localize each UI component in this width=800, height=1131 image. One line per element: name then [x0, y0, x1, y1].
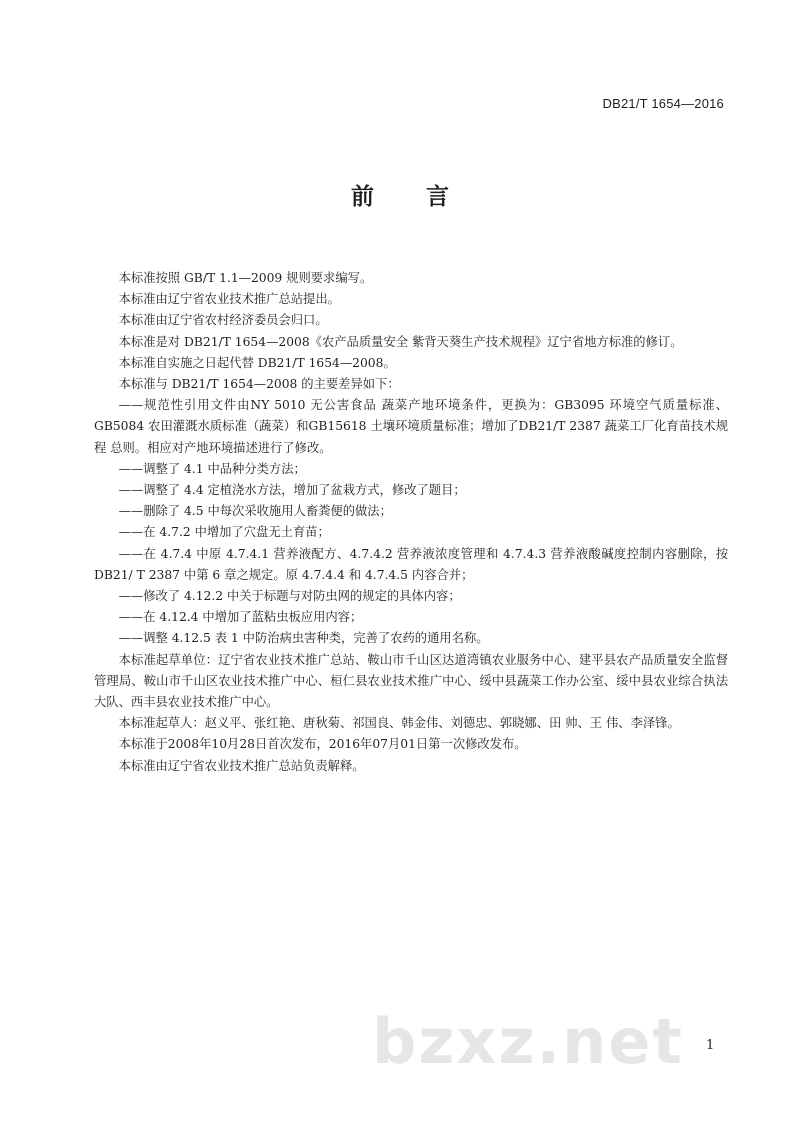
list-item: ——在 4.7.2 中增加了穴盘无土育苗；	[118, 525, 330, 540]
list-item: ——在 4.7.4 中原 4.7.4.1 营养液配方、4.7.4.2 营养液浓度管理和 4.7.4.3 营养液酸碱度控制内容删除，按 DB21/ T 2387 中第 6 章之规定。原 4.7.4.4 和 4.7.4.5 内容合并；	[94, 546, 728, 582]
document-code: DB21/T 1654—2016	[602, 96, 724, 111]
paragraph: 本标准由辽宁省农业技术推广总站提出。	[118, 292, 340, 307]
list-item: ——删除了 4.5 中每次采收施用人畜粪便的做法；	[118, 504, 392, 519]
paragraph: 本标准自实施之日起代替 DB21/T 1654—2008。	[118, 355, 396, 370]
paragraph: 本标准起草单位：辽宁省农业技术推广总站、鞍山市千山区达道湾镇农业服务中心、建平县农产品质量安全监督管理局、鞍山市千山区农业技术推广中心、桓仁县农业技术推广中心、绥中县蔬菜工作办公室、绥中县农业综合执法大队、西丰县农业技术推广中心。	[94, 652, 728, 710]
list-item: ——调整了 4.1 中品种分类方法；	[118, 461, 306, 476]
paragraph: 本标准按照 GB/T 1.1—2009 规则要求编写。	[118, 271, 373, 285]
list-item: ——调整了 4.4 定植浇水方法，增加了盆栽方式，修改了题目；	[118, 483, 466, 498]
paragraph: 本标准于2008年10月28日首次发布，2016年07月01日第一次修改发布。	[118, 737, 527, 752]
page-number: 1	[706, 1038, 715, 1053]
page-title: 前 言	[350, 184, 471, 210]
watermark-logo: bzxz.net	[372, 1005, 684, 1078]
list-item: ——在 4.12.4 中增加了蓝粘虫板应用内容；	[118, 610, 363, 625]
list-item: ——调整 4.12.5 表 1 中防治病虫害种类，完善了农药的通用名称。	[118, 631, 489, 646]
foreword-body	[94, 268, 728, 777]
paragraph: 本标准由辽宁省农业技术推广总站负责解释。	[118, 758, 365, 773]
paragraph: 本标准起草人：赵义平、张红艳、唐秋菊、祁国良、韩金伟、刘德忠、郭晓娜、田 帅、王 伟、李泽锋。	[118, 716, 680, 731]
paragraph: 本标准与 DB21/T 1654—2008 的主要差异如下：	[118, 377, 400, 392]
list-item: ——规范性引用文件由NY 5010 无公害食品 蔬菜产地环境条件，更换为：GB3095 环境空气质量标准、GB5084 农田灌溉水质标准（蔬菜）和GB15618 土壤环境质量标准；增加了DB21/T 2387 蔬菜工厂化育苗技术规程 总则。相应对产地环境描述进行了修改。	[94, 398, 728, 455]
paragraph: 本标准是对 DB21/T 1654—2008《农产品质量安全 紫背天葵生产技术规程》辽宁省地方标准的修订。	[118, 334, 683, 349]
paragraph: 本标准由辽宁省农村经济委员会归口。	[118, 313, 328, 328]
list-item: ——修改了 4.12.2 中关于标题与对防虫网的规定的具体内容；	[118, 589, 461, 604]
